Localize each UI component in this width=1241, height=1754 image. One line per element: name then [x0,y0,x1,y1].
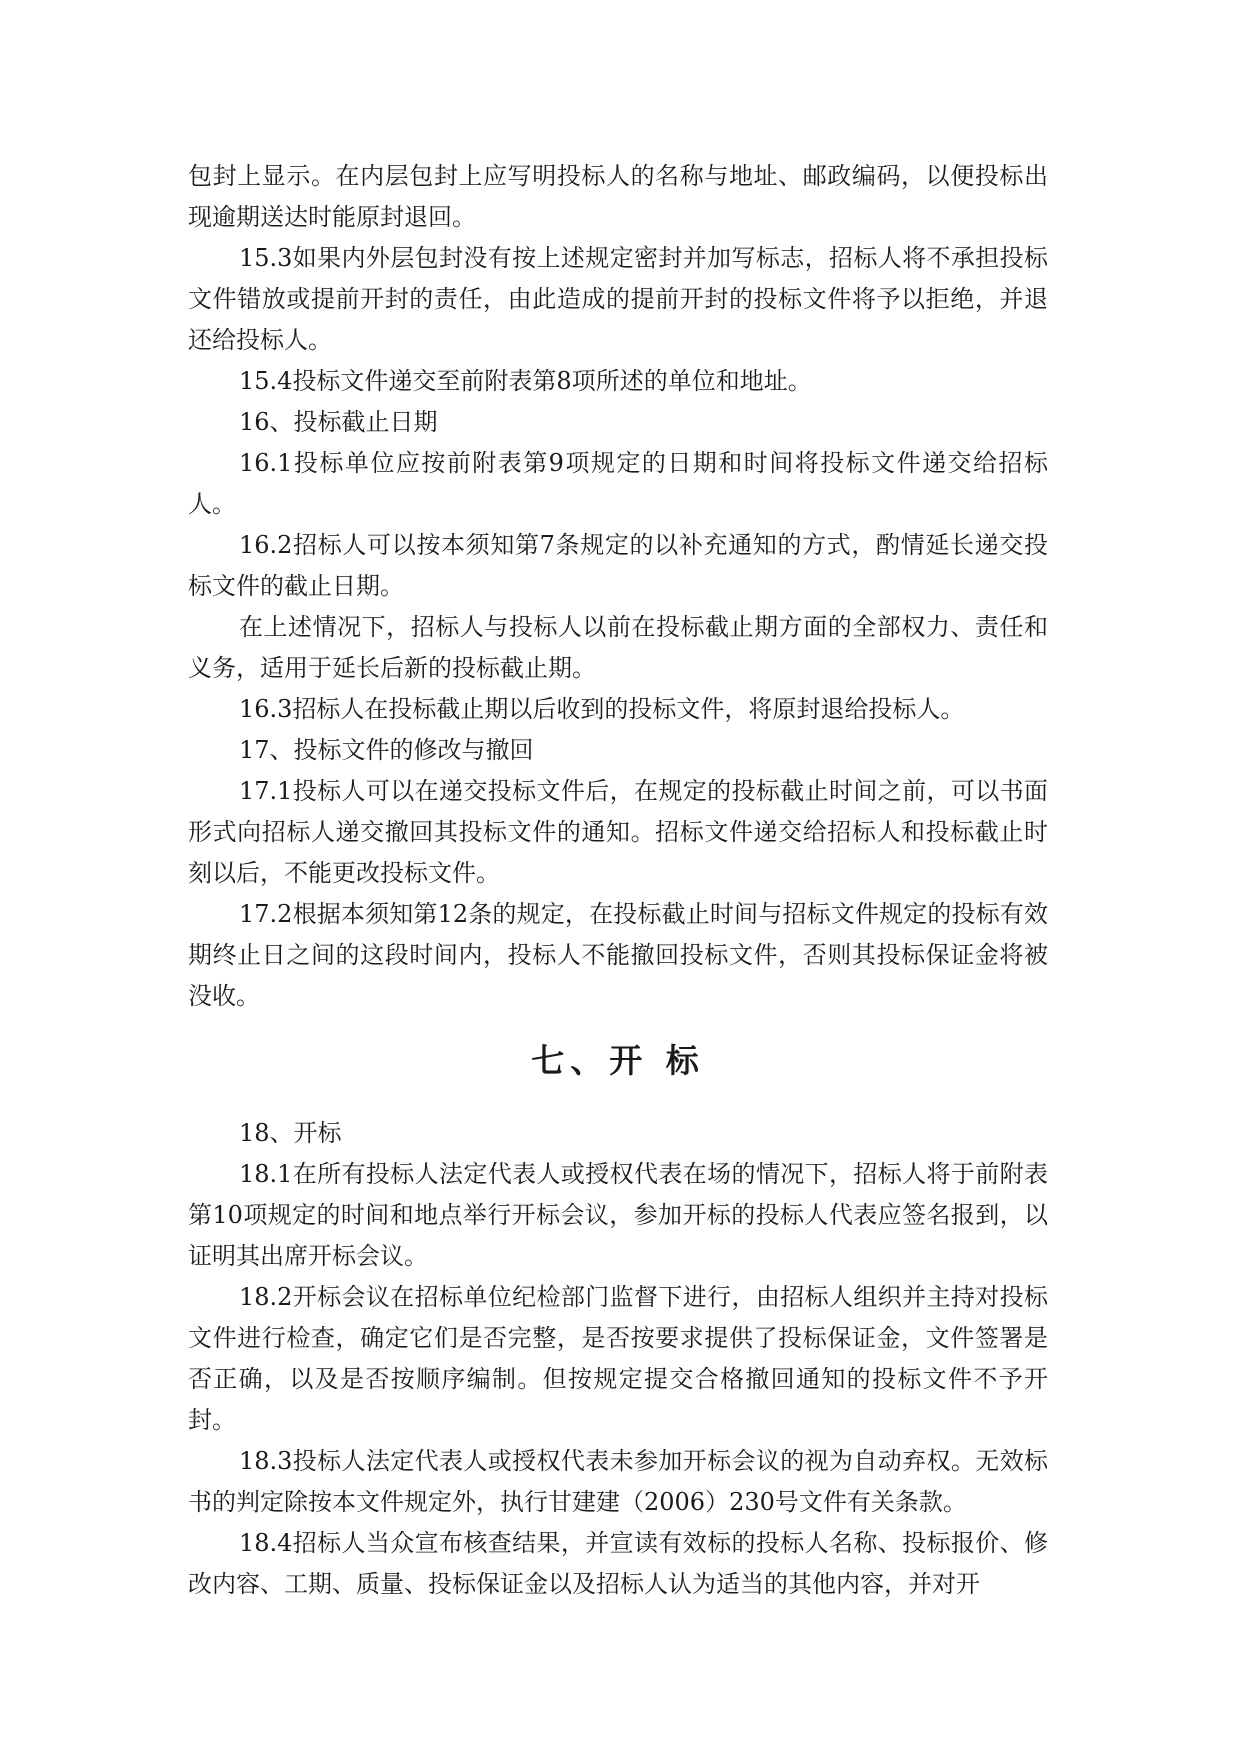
section-title: 七、开 标 [531,1041,705,1080]
paragraph-18-2: 18.2开标会议在招标单位纪检部门监督下进行，由招标人组织并主持对投标文件进行检查，确定它们是否完整，是否按要求提供了投标保证金，文件签署是否正确，以及是否按顺序编制。但按规定提交合格撤回通知的投标文件不予开封。 [188,1283,1048,1434]
paragraph-16-2: 16.2招标人可以按本须知第7条规定的以补充通知的方式，酌情延长递交投标文件的截止日期。 [188,531,1048,600]
paragraph-17-2: 17.2根据本须知第12条的规定，在投标截止时间与招标文件规定的投标有效期终止日之间的这段时间内，投标人不能撤回投标文件，否则其投标保证金将被没收。 [188,900,1048,1010]
heading-17: 17、投标文件的修改与撤回 [239,736,534,764]
paragraph-16-2-note: 在上述情况下，招标人与投标人以前在投标截止期方面的全部权力、责任和义务，适用于延长后新的投标截止期。 [188,613,1048,682]
heading-16: 16、投标截止日期 [239,408,438,436]
paragraph-15-4: 15.4投标文件递交至前附表第8项所述的单位和地址。 [239,367,812,395]
paragraph-17-1: 17.1投标人可以在递交投标文件后，在规定的投标截止时间之前，可以书面形式向招标人递交撤回其投标文件的通知。招标文件递交给招标人和投标截止时刻以后，不能更改投标文件。 [188,777,1048,887]
paragraph-16-3: 16.3招标人在投标截止期以后收到的投标文件，将原封退给投标人。 [239,695,965,723]
document-body [188,156,1048,1605]
paragraph-18-3: 18.3投标人法定代表人或授权代表未参加开标会议的视为自动弃权。无效标书的判定除按本文件规定外，执行甘建建（2006）230号文件有关条款。 [188,1447,1048,1516]
heading-18: 18、开标 [239,1119,342,1147]
paragraph-15-3: 15.3如果内外层包封没有按上述规定密封并加写标志，招标人将不承担投标文件错放或提前开封的责任，由此造成的提前开封的投标文件将予以拒绝，并退还给投标人。 [188,244,1048,354]
paragraph-18-1: 18.1在所有投标人法定代表人或授权代表在场的情况下，招标人将于前附表第10项规定的时间和地点举行开标会议，参加开标的投标人代表应签名报到，以证明其出席开标会议。 [188,1160,1048,1270]
paragraph-continuation: 包封上显示。在内层包封上应写明投标人的名称与地址、邮政编码，以便投标出现逾期送达时能原封退回。 [188,162,1048,231]
paragraph-16-1: 16.1投标单位应按前附表第9项规定的日期和时间将投标文件递交给招标人。 [188,449,1048,518]
paragraph-18-4: 18.4招标人当众宣布核查结果，并宣读有效标的投标人名称、投标报价、修改内容、工期、质量、投标保证金以及招标人认为适当的其他内容，并对开 [188,1529,1048,1598]
